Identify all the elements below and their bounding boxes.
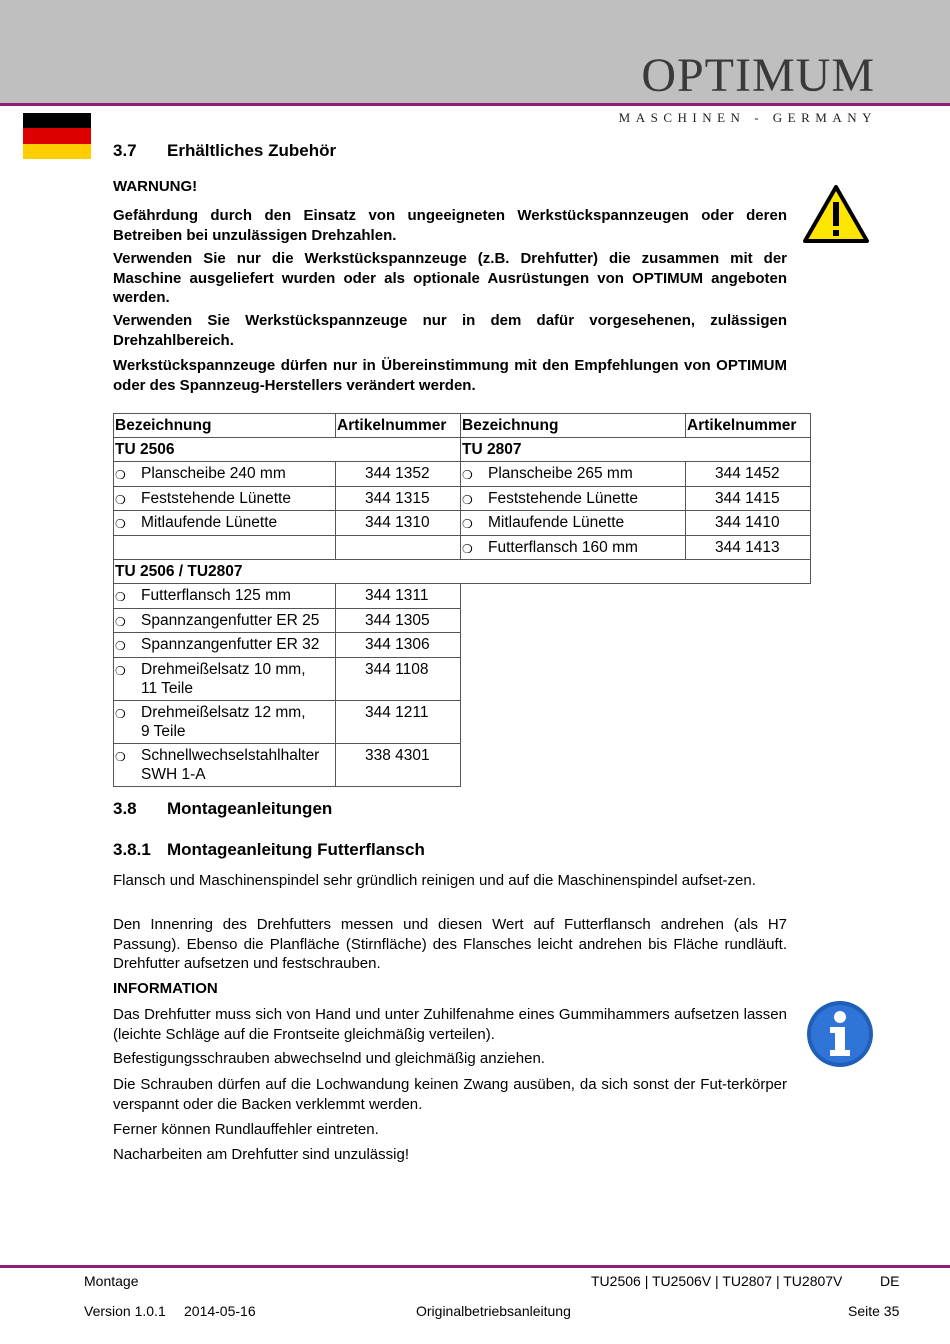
table-row xyxy=(114,700,811,743)
item-name: ❍Mitlaufende Lünette xyxy=(114,511,336,536)
bullet-icon xyxy=(462,489,488,511)
optimum-logo: OPTIMUM xyxy=(641,49,875,102)
logo-subtitle: MASCHINEN - GERMANY xyxy=(618,110,877,125)
item-number xyxy=(336,535,461,560)
bullet-icon xyxy=(115,635,141,657)
bullet-icon xyxy=(115,513,141,535)
item-number: 344 1315 xyxy=(336,486,461,511)
body-paragraph: Nacharbeiten am Drehfutter sind unzulässig! xyxy=(113,1146,409,1163)
footer-divider xyxy=(0,1265,950,1268)
table-row xyxy=(114,511,811,536)
body-paragraph: Den Innenring des Drehfutters messen und diesen Wert auf Futterflansch andrehen (als H7 Passung). Ebenso die Planfläche (Stirnfläche) des Flansches leicht andrehen bis Fläche rundläuft. Drehfutter aufsetzen und festschrauben. xyxy=(113,916,787,972)
bullet-icon xyxy=(115,703,141,725)
item-number: 344 1413 xyxy=(686,535,811,560)
footer-section: Montage xyxy=(84,1273,139,1289)
body-paragraph: Das Drehfutter muss sich von Hand und unter Zuhilfenahme eines Gummihammers aufsetzen lassen (leichte Schläge auf die Frontseite gleichmäßig verteilen). xyxy=(113,1006,787,1043)
item-number: 338 4301 xyxy=(336,743,461,786)
empty-cell xyxy=(461,700,811,743)
bullet-icon xyxy=(115,586,141,608)
item-name: ❍Drehmeißelsatz 12 mm, 9 Teile xyxy=(114,700,336,743)
body-paragraph: Befestigungsschrauben abwechselnd und gleichmäßig anziehen. xyxy=(113,1050,545,1067)
item-number: 344 1306 xyxy=(336,633,461,658)
body-paragraph: Flansch und Maschinenspindel sehr gründlich reinigen und auf die Maschinenspindel aufset-zen. xyxy=(113,872,756,889)
item-number: 344 1108 xyxy=(336,657,461,700)
header-cell: Bezeichnung xyxy=(461,414,686,438)
accessories-table xyxy=(113,413,811,787)
item-name: ❍Spannzangenfutter ER 32 xyxy=(114,633,336,658)
table-header-row xyxy=(114,414,811,438)
header-cell: Artikelnummer xyxy=(336,414,461,438)
table-row xyxy=(114,633,811,658)
footer-language: DE xyxy=(880,1273,900,1289)
bullet-icon xyxy=(115,660,141,682)
warning-text-4: Werkstückspannzeuge dürfen nur in Übereinstimmung mit den Empfehlungen von OPTIMUM oder des Spannzeug-Herstellers verändert werden. xyxy=(113,357,787,394)
bullet-icon xyxy=(115,464,141,486)
item-name: ❍Futterflansch 160 mm xyxy=(461,535,686,560)
warning-text-3: Verwenden Sie Werkstückspannzeuge nur in dem dafür vorgesehenen, zulässigen Drehzahlbereich. xyxy=(113,312,787,349)
footer-version: Version 1.0.1 xyxy=(84,1303,166,1319)
table-row xyxy=(114,486,811,511)
group-label: TU 2807 xyxy=(461,438,811,462)
table-row xyxy=(114,743,811,786)
bullet-icon xyxy=(115,746,141,768)
table-row xyxy=(114,608,811,633)
section-heading-3-8-1: 3.8.1 Montageanleitung Futterflansch xyxy=(113,840,425,859)
warning-label: WARNUNG! xyxy=(113,178,198,195)
warning-text-2: Verwenden Sie nur die Werkstückspannzeuge (z.B. Drehfutter) die zusammen mit der Maschine ausgeliefert wurden oder als optionale Ausrüstungen von OPTIMUM angeboten werden. xyxy=(113,250,787,306)
footer-models: TU2506 | TU2506V | TU2807 | TU2807V xyxy=(591,1273,843,1289)
germany-flag-icon xyxy=(23,113,91,159)
warning-text-1: Gefährdung durch den Einsatz von ungeeigneten Werkstückspannzeugen oder deren Betreiben bei unzulässigen Drehzahlen. xyxy=(113,207,787,244)
header-cell: Bezeichnung xyxy=(114,414,336,438)
table-group-row xyxy=(114,438,811,462)
warning-triangle-icon xyxy=(802,184,870,244)
table-row xyxy=(114,462,811,487)
group-label: TU 2506 xyxy=(114,438,461,462)
item-name: ❍Planscheibe 240 mm xyxy=(114,462,336,487)
empty-cell xyxy=(461,743,811,786)
footer-document: Originalbetriebsanleitung xyxy=(416,1303,571,1319)
item-number: 344 1305 xyxy=(336,608,461,633)
item-name: ❍Feststehende Lünette xyxy=(114,486,336,511)
information-icon xyxy=(806,1000,874,1068)
item-number: 344 1311 xyxy=(336,584,461,609)
bullet-icon xyxy=(115,489,141,511)
item-number: 344 1415 xyxy=(686,486,811,511)
item-name: ❍ Feststehende Lünette xyxy=(461,486,686,511)
empty-cell xyxy=(461,657,811,700)
group-label: TU 2506 / TU2807 xyxy=(114,560,811,584)
footer-page-number: Seite 35 xyxy=(848,1303,900,1319)
empty-cell xyxy=(461,633,811,658)
information-label: INFORMATION xyxy=(113,980,218,997)
item-number: 344 1310 xyxy=(336,511,461,536)
item-name: ❍Schnellwechselstahlhalter SWH 1-A xyxy=(114,743,336,786)
item-name xyxy=(114,535,336,560)
body-paragraph: Ferner können Rundlauffehler eintreten. xyxy=(113,1121,379,1138)
footer-date: 2014-05-16 xyxy=(184,1303,256,1319)
header-divider xyxy=(0,103,950,106)
empty-cell xyxy=(461,584,811,609)
empty-cell xyxy=(461,608,811,633)
item-name: ❍ Mitlaufende Lünette xyxy=(461,511,686,536)
item-number: 344 1352 xyxy=(336,462,461,487)
item-name: ❍ Planscheibe 265 mm xyxy=(461,462,686,487)
item-name: ❍Futterflansch 125 mm xyxy=(114,584,336,609)
table-group-row xyxy=(114,560,811,584)
item-name: ❍Drehmeißelsatz 10 mm, 11 Teile xyxy=(114,657,336,700)
table-row xyxy=(114,657,811,700)
table-row xyxy=(114,584,811,609)
section-heading-3-7: 3.7 Erhältliches Zubehör xyxy=(113,141,337,160)
item-number: 344 1410 xyxy=(686,511,811,536)
section-heading-3-8: 3.8 Montageanleitungen xyxy=(113,799,333,818)
header-cell: Artikelnummer xyxy=(686,414,811,438)
item-name: ❍Spannzangenfutter ER 25 xyxy=(114,608,336,633)
bullet-icon xyxy=(462,513,488,535)
bullet-icon xyxy=(462,464,488,486)
body-paragraph: Die Schrauben dürfen auf die Lochwandung keinen Zwang ausüben, da sich sonst der Fut-terkörper verspannt oder die Backen verklemmt werden. xyxy=(113,1076,787,1113)
item-number: 344 1211 xyxy=(336,700,461,743)
bullet-icon xyxy=(115,611,141,633)
item-number: 344 1452 xyxy=(686,462,811,487)
table-row xyxy=(114,535,811,560)
bullet-icon xyxy=(462,538,488,560)
